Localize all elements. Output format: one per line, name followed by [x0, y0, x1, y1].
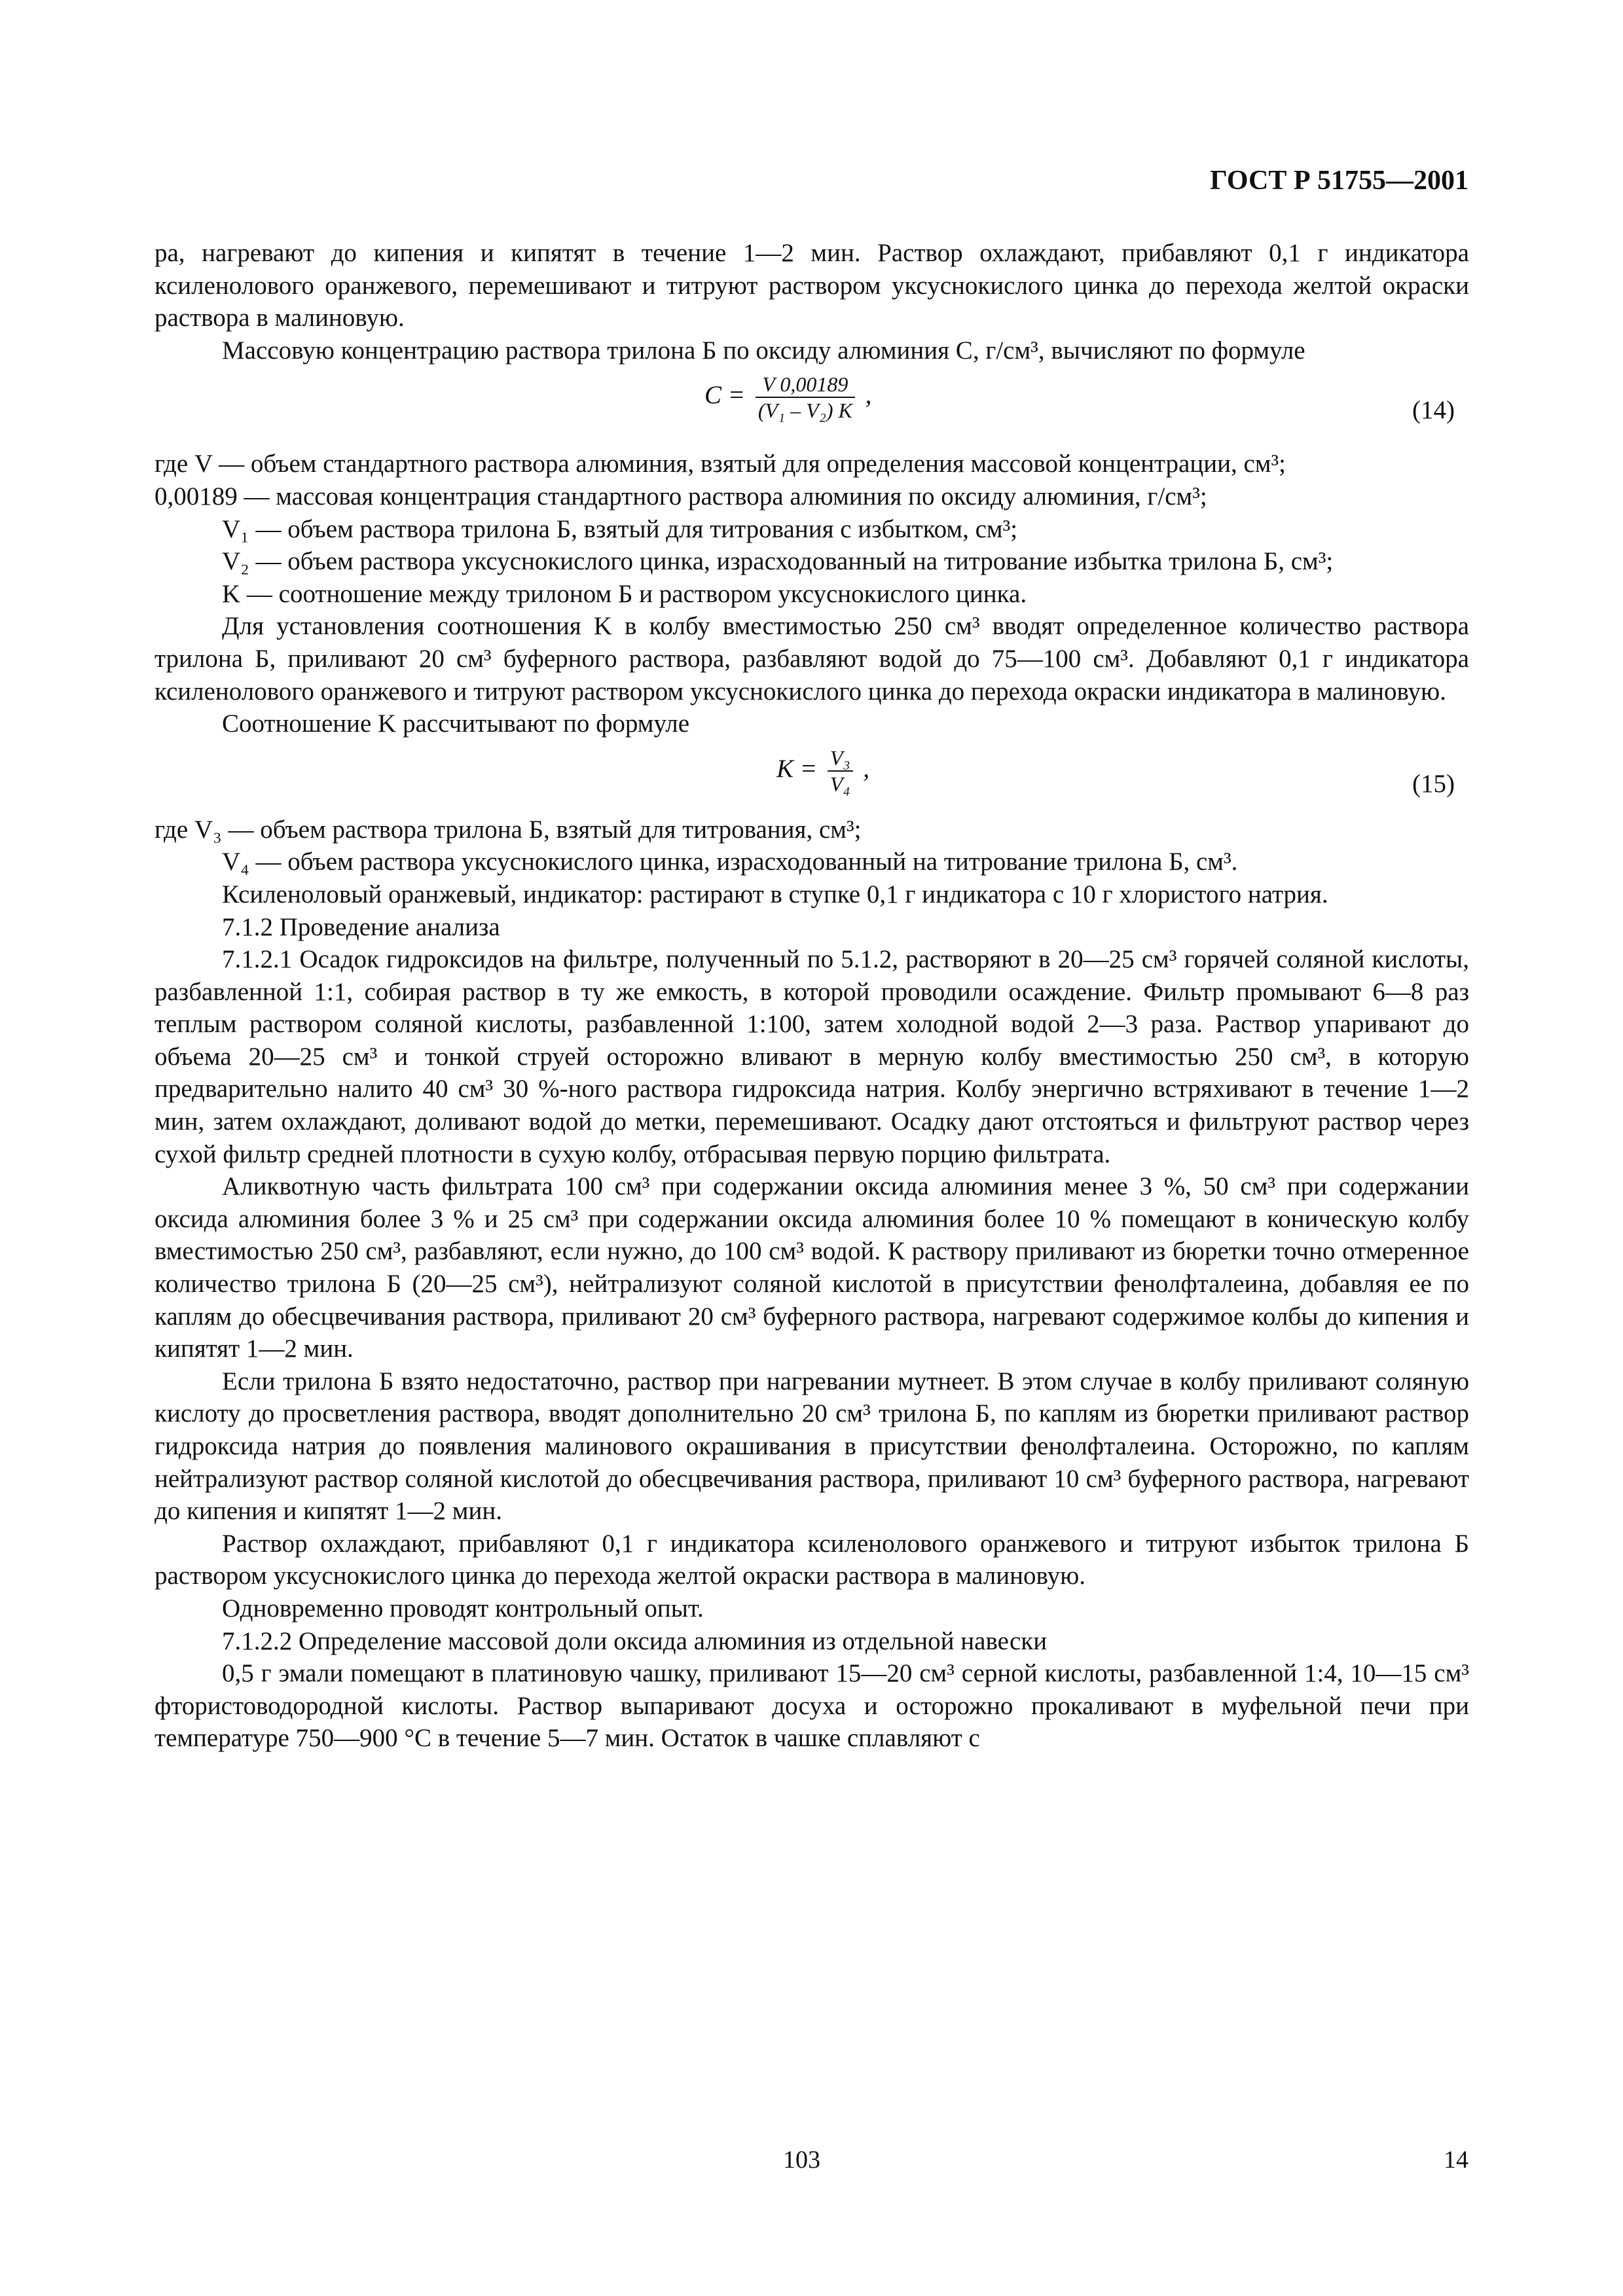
formula-15-lhs: K = — [776, 754, 818, 783]
definition-v1: V₁ — объем раствора трилона Б, взятый для титрования с избытком, см³; — [222, 514, 1018, 543]
formula-15-number: (15) — [1412, 769, 1455, 798]
formula-14-lhs: C = — [704, 381, 746, 410]
paragraph-ratio-setup: Для установления соотношения K в колбу вместимостью 250 см³ вводят определенное количество раствора трилона Б, приливают 20 см³ буферного раствора, разбавляют водой до 75—100 см³. Добавляют 0,1 г индикатора ксиленолового оранжевого и титруют раствором уксуснокислого цинка до перехода окраски индикатора в малиновую. — [155, 612, 1469, 706]
definition-v: где V — объем стандартного раствора алюминия, взятый для определения массовой концентрации, см³; — [155, 450, 1286, 478]
paragraph-indicator-prep: Ксиленоловый оранжевый, индикатор: растирают в ступке 0,1 г индикатора с 10 г хлористого натрия. — [222, 880, 1328, 908]
paragraph-control-test: Одновременно проводят контрольный опыт. — [222, 1594, 704, 1623]
document-body — [155, 237, 1469, 1755]
paragraph-continuation: ра, нагревают до кипения и кипятят в течение 1—2 мин. Раствор охлаждают, прибавляют 0,1 г индикатора ксиленолового оранжевого, перемешивают и титруют раствором уксуснокислого цинка до перехода желтой окраски раствора в малиновую. — [155, 239, 1469, 332]
document-code-header: ГОСТ Р 51755—2001 — [1210, 166, 1468, 196]
formula-14-expression — [704, 372, 871, 423]
formula-15-tail: , — [863, 754, 870, 783]
formula-14 — [155, 367, 1469, 448]
formula-14-denominator: (V₁ – V₂) K — [757, 399, 852, 423]
formula-14-fraction — [756, 372, 855, 423]
formula-15-numerator: V₃ — [828, 745, 853, 772]
section-heading-7-1-2-2: 7.1.2.2 Определение массовой доли оксида алюминия из отдельной навески — [222, 1626, 1048, 1655]
formula-14-numerator: V 0,00189 — [756, 372, 855, 398]
paragraph-separate-sample: 0,5 г эмали помещают в платиновую чашку, приливают 15—20 см³ серной кислоты, разбавленной 1:4, 10—15 см³ фтористоводородной кислоты. Раствор выпаривают досуха и осторожно прокаливают в муфельной печи при температуре 750—900 °C в течение 5—7 мин. Остаток в чашке сплавляют с — [155, 1659, 1469, 1753]
page-number-center: 103 — [783, 2146, 820, 2174]
definition-v2: V₂ — объем раствора уксуснокислого цинка, израсходованный на титрование избытка трилона Б, см³; — [222, 547, 1334, 576]
paragraph-aliquot: Аликвотную часть фильтрата 100 см³ при содержании оксида алюминия менее 3 %, 50 см³ при содержании оксида алюминия более 3 % и 25 см³ при содержании оксида алюминия более 10 % помещают в коническую колбу вместимостью 250 см³, разбавляют, если нужно, до 100 см³ водой. К раствору приливают из бюретки точно отмеренное количество трилона Б (20—25 см³), нейтрализуют соляной кислотой в присутствии фенолфталеина, добавляя ее по каплям до обесцвечивания раствора, приливают 20 см³ буферного раствора, нагревают содержимое колбы до кипения и кипятят 1—2 мин. — [155, 1172, 1469, 1363]
paragraph-7-1-2-1: 7.1.2.1 Осадок гидроксидов на фильтре, полученный по 5.1.2, растворяют в 20—25 см³ горячей соляной кислоты, разбавленной 1:1, собирая раствор в ту же емкость, в которой проводили осаждение. Фильтр промывают 6—8 раз теплым раствором соляной кислоты, разбавленной 1:100, затем холодной водой 2—3 раза. Раствор упаривают до объема 20—25 см³ и тонкой струей осторожно вливают в мерную колбу вместимостью 250 см³, в которую предварительно налито 40 см³ 30 %-ного раствора гидроксида натрия. Колбу энергично встряхивают в течение 1—2 мин, затем охлаждают, доливают водой до метки, перемешивают. Осадку дают отстояться и фильтруют раствор через сухой фильтр средней плотности в сухую колбу, отбрасывая первую порцию фильтрата. — [155, 945, 1469, 1168]
paragraph-concentration-intro: Массовую концентрацию раствора трилона Б по оксиду алюминия C, г/см³, вычисляют по формуле — [222, 336, 1305, 365]
formula-15-expression — [776, 745, 869, 797]
definition-k: K — соотношение между трилоном Б и раствором уксуснокислого цинка. — [222, 579, 1027, 608]
paragraph-insufficient-trilon: Если трилона Б взято недостаточно, раствор при нагревании мутнеет. В этом случае в колбу приливают соляную кислоту до просветления раствора, вводят дополнительно 20 см³ трилона Б, по каплям из бюретки приливают раствор гидроксида натрия до появления малинового окрашивания в присутствии фенолфталеина. Осторожно, по каплям нейтрализуют раствор соляной кислотой до обесцвечивания раствора, приливают 10 см³ буферного раствора, нагревают до кипения и кипятят 1—2 мин. — [155, 1367, 1469, 1526]
formula-15-fraction — [828, 745, 853, 797]
formula-14-tail: , — [865, 381, 872, 410]
paragraph-cool-titrate: Раствор охлаждают, прибавляют 0,1 г индикатора ксиленолового оранжевого и титруют избыток трилона Б раствором уксуснокислого цинка до перехода желтой окраски раствора в малиновую. — [155, 1529, 1469, 1590]
formula-15 — [155, 740, 1469, 814]
formula-15-denominator: V₄ — [830, 772, 850, 796]
page-number-right: 14 — [1444, 2146, 1468, 2174]
paragraph-ratio-intro: Соотношение K рассчитывают по формуле — [222, 709, 690, 738]
formula-14-number: (14) — [1412, 396, 1455, 425]
section-heading-7-1-2: 7.1.2 Проведение анализа — [222, 912, 500, 941]
definition-v4: V₄ — объем раствора уксуснокислого цинка, израсходованный на титрование трилона Б, см³. — [222, 848, 1238, 876]
definition-0-00189: 0,00189 — массовая концентрация стандартного раствора алюминия по оксиду алюминия, г/см³; — [155, 482, 1207, 511]
definition-v3: где V₃ — объем раствора трилона Б, взятый для титрования, см³; — [155, 815, 862, 844]
